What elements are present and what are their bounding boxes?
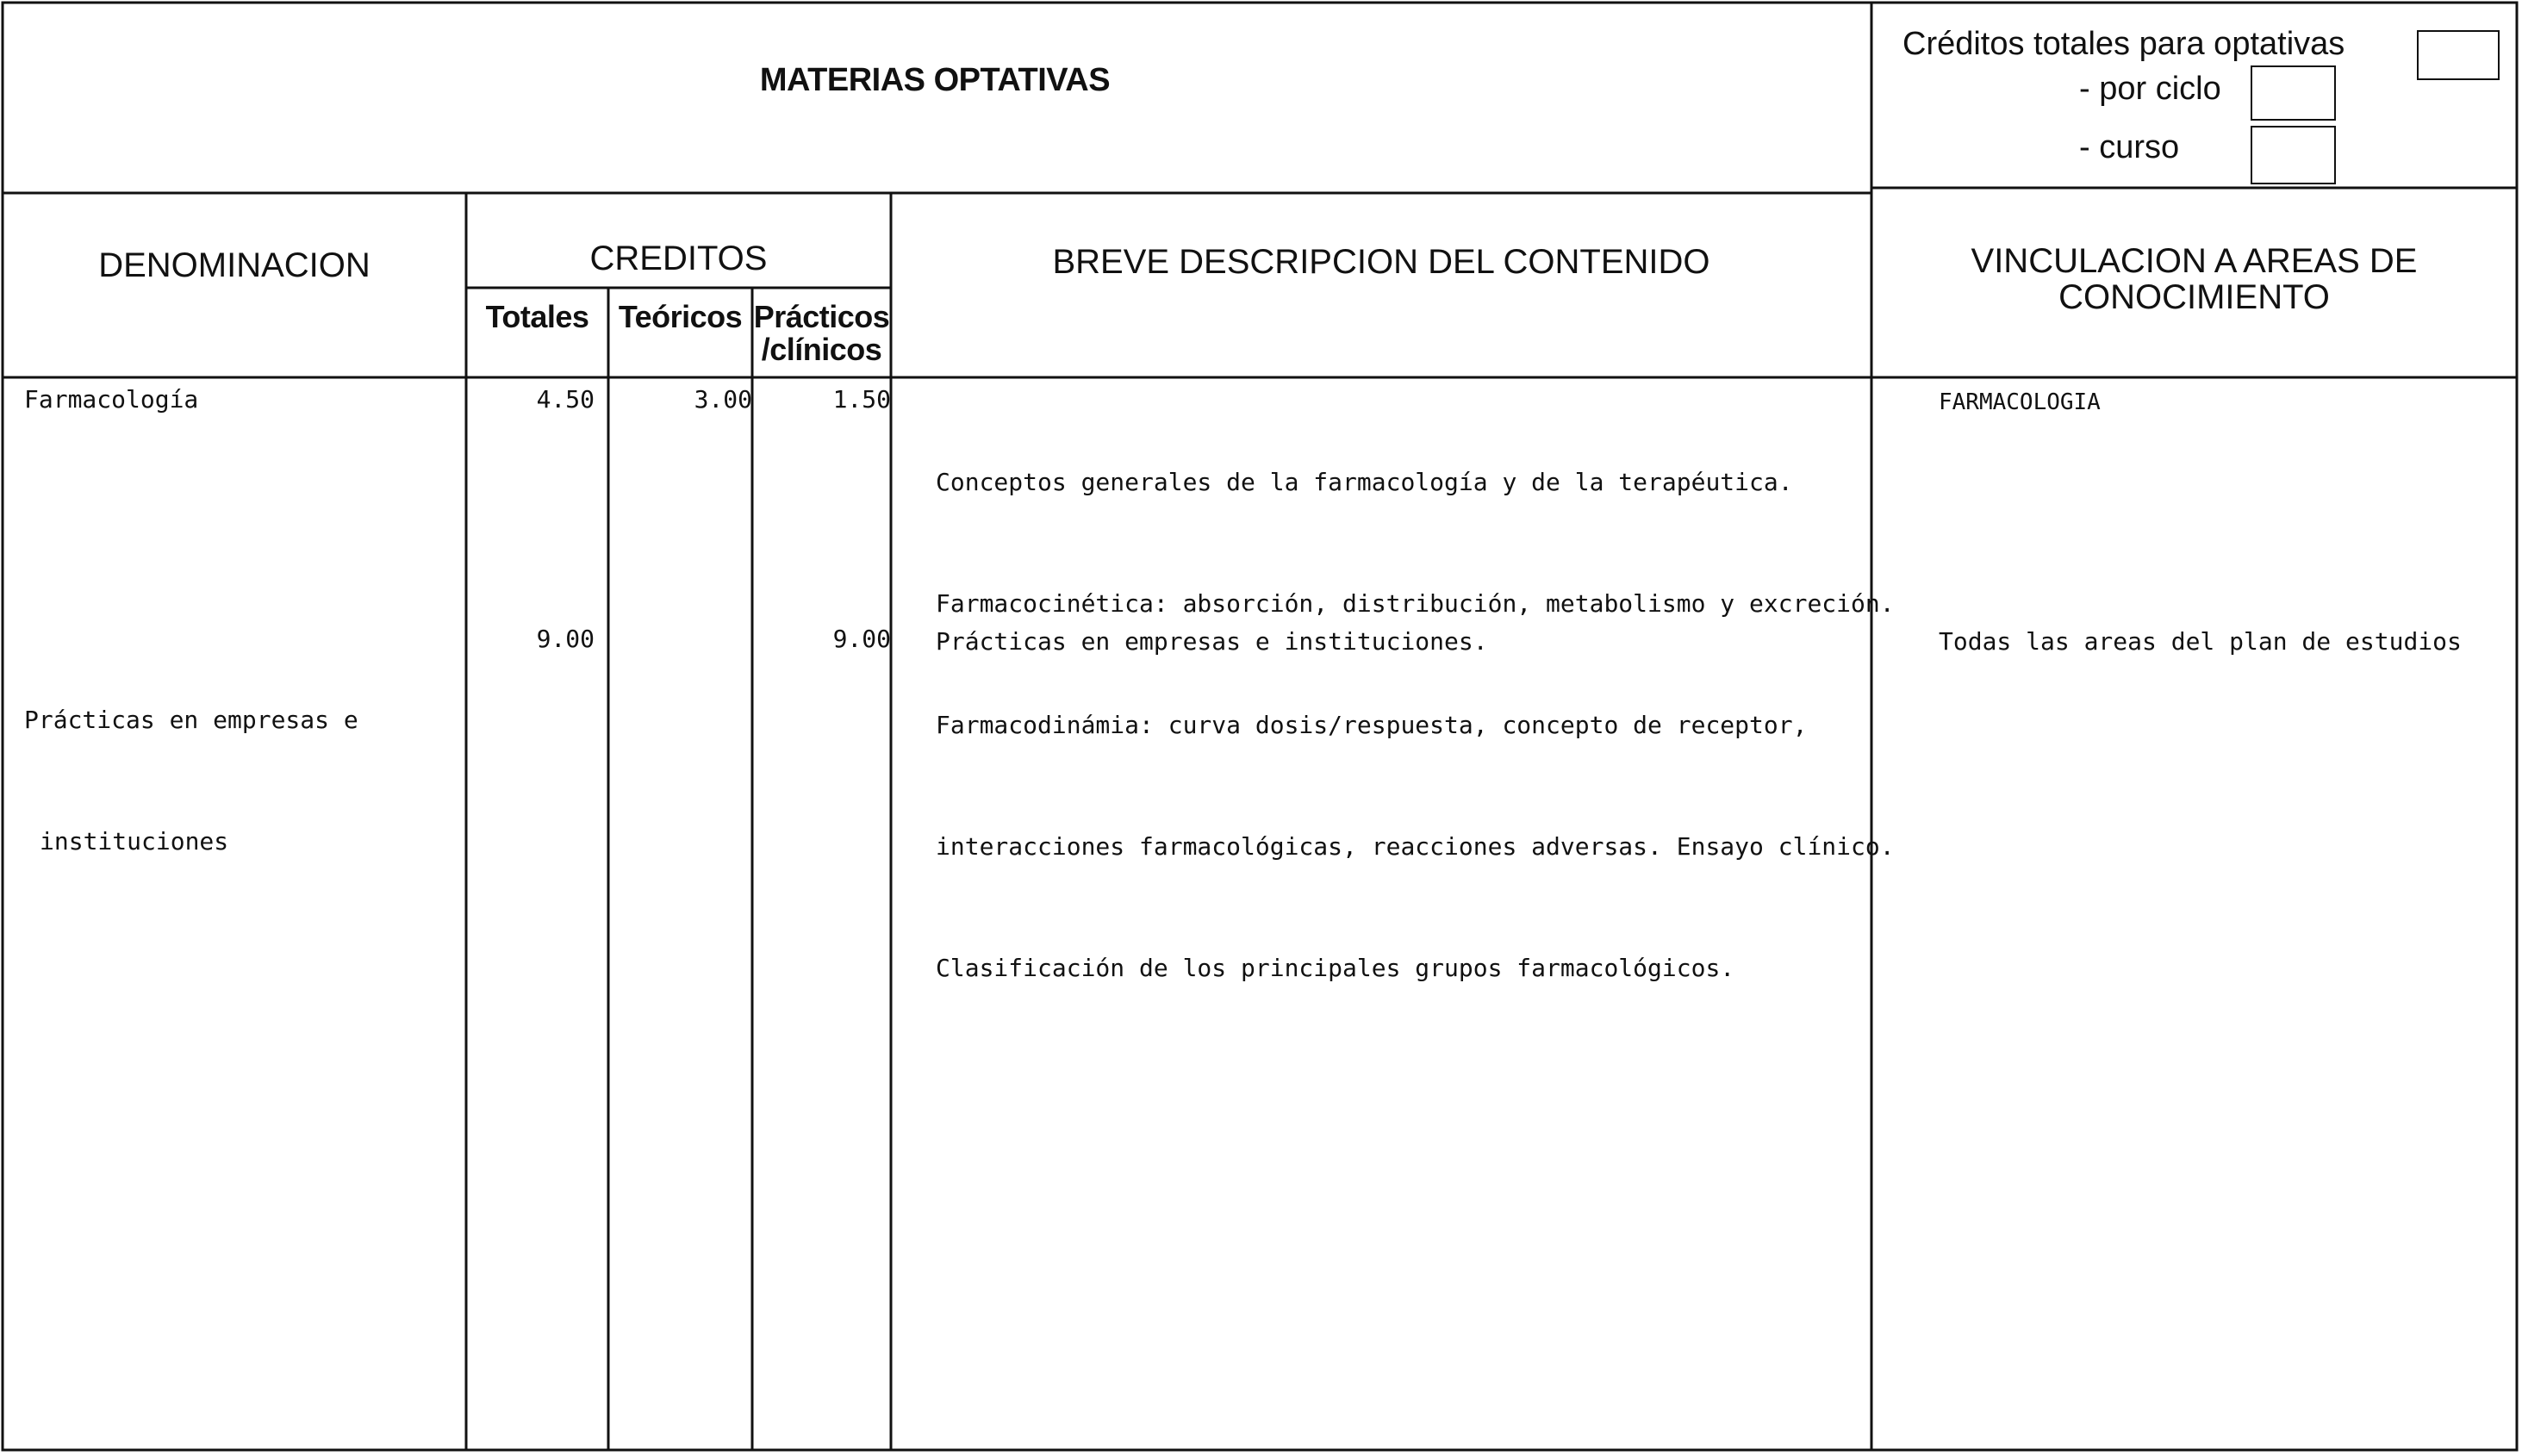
- row-2-totales: 9.00: [536, 625, 595, 653]
- header-teoricos: Teóricos: [618, 299, 743, 334]
- header-practicos: [752, 301, 891, 366]
- row-2-practicos: 9.00: [832, 625, 891, 653]
- por-ciclo-label: - por ciclo: [2079, 71, 2221, 107]
- header-practicos-line1: Prácticos: [753, 299, 890, 334]
- row-2-denominacion-line: instituciones: [40, 827, 229, 856]
- row-1-descripcion-line: interacciones farmacológicas, reacciones adversas. Ensayo clínico.: [936, 832, 1895, 861]
- row-2-descripcion: Prácticas en empresas e instituciones.: [936, 627, 1488, 656]
- header-creditos: CREDITOS: [589, 240, 768, 277]
- creditos-totales-label: Créditos totales para optativas: [1902, 26, 2345, 62]
- row-2-denominacion: [24, 619, 358, 943]
- curso-label: - curso: [2079, 129, 2180, 165]
- header-vinculacion-line2: CONOCIMIENTO: [2058, 278, 2330, 316]
- header-denominacion: DENOMINACION: [98, 246, 371, 284]
- row-1-totales: 4.50: [536, 385, 595, 414]
- por-ciclo-box[interactable]: [2251, 65, 2336, 121]
- page-title: MATERIAS OPTATIVAS: [759, 62, 1111, 98]
- header-descripcion: BREVE DESCRIPCION DEL CONTENIDO: [1052, 243, 1710, 281]
- row-1-teoricos: 3.00: [694, 385, 752, 414]
- row-1-descripcion-line: Clasificación de los principales grupos farmacológicos.: [936, 954, 1735, 982]
- curso-box[interactable]: [2251, 126, 2336, 184]
- creditos-totales-box[interactable]: [2417, 30, 2500, 80]
- row-1-descripcion-line: Conceptos generales de la farmacología y de la terapéutica.: [936, 468, 1793, 496]
- row-1-descripcion: [936, 381, 1895, 1069]
- row-1-denominacion: Farmacología: [24, 385, 199, 414]
- row-1-descripcion-line: Farmacodinámia: curva dosis/respuesta, concepto de receptor,: [936, 711, 1808, 739]
- header-totales: Totales: [485, 299, 589, 334]
- row-1-vinculacion: FARMACOLOGIA: [1939, 389, 2101, 415]
- row-2-vinculacion: Todas las areas del plan de estudios: [1939, 627, 2462, 656]
- row-1-descripcion-line: Farmacocinética: absorción, distribución, metabolismo y excreción.: [936, 589, 1895, 618]
- row-2-denominacion-line: Prácticas en empresas e: [24, 706, 358, 734]
- row-1-practicos: 1.50: [832, 385, 891, 414]
- header-vinculacion-line1: VINCULACION A AREAS DE: [1971, 242, 2418, 280]
- header-practicos-line2: /clínicos: [761, 331, 882, 367]
- header-vinculacion: [1871, 243, 2517, 315]
